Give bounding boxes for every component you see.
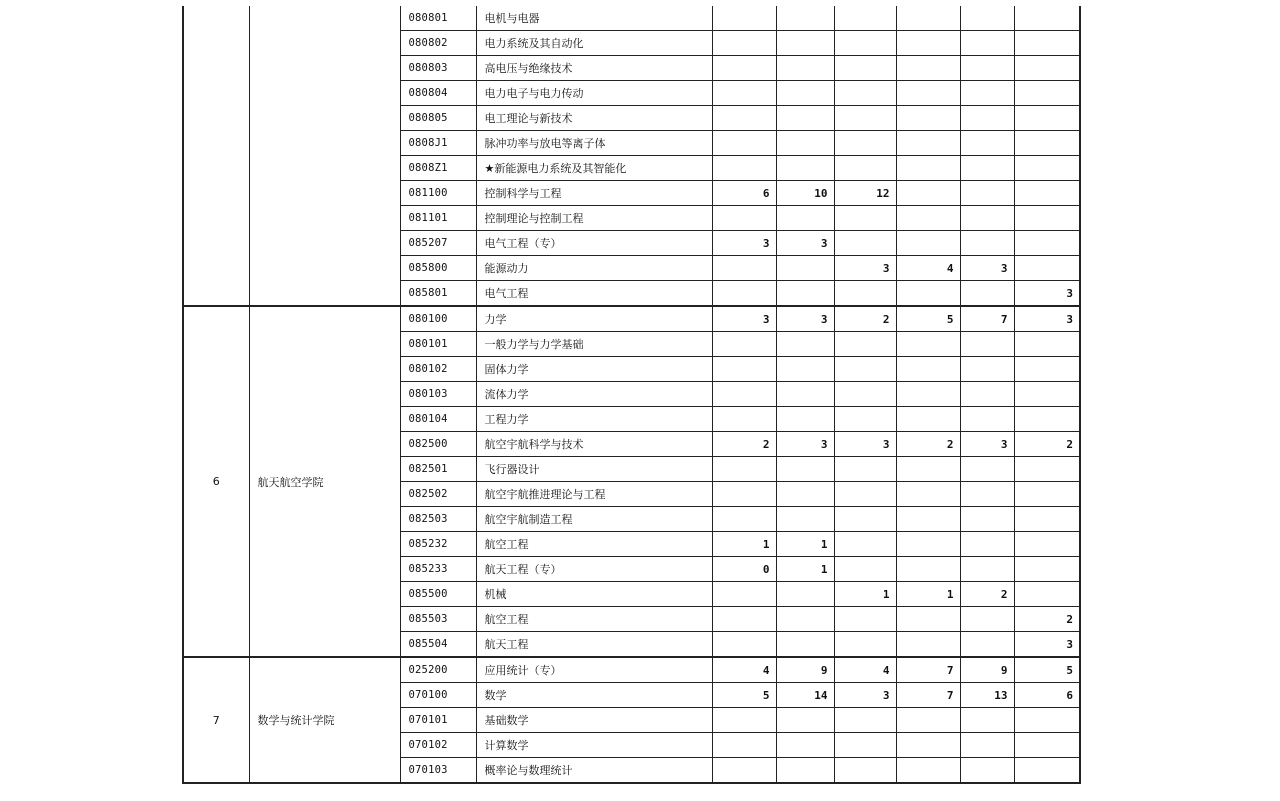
- count-cell-1: 3: [712, 231, 776, 256]
- college-index-cell: [183, 6, 249, 306]
- count-cell-6: 5: [1014, 657, 1080, 683]
- count-cell-4: [896, 632, 960, 658]
- count-cell-6: [1014, 56, 1080, 81]
- enrollment-table: [182, 6, 1081, 784]
- major-name-cell: 航天工程（专）: [476, 557, 712, 582]
- count-cell-4: [896, 156, 960, 181]
- count-cell-3: [834, 6, 896, 31]
- count-cell-1: [712, 482, 776, 507]
- count-cell-4: [896, 106, 960, 131]
- count-cell-3: 3: [834, 683, 896, 708]
- major-code-cell: 070102: [400, 733, 476, 758]
- major-code-cell: 025200: [400, 657, 476, 683]
- count-cell-6: [1014, 6, 1080, 31]
- major-code-cell: 085207: [400, 231, 476, 256]
- count-cell-6: 2: [1014, 607, 1080, 632]
- count-cell-4: [896, 81, 960, 106]
- count-cell-1: [712, 507, 776, 532]
- count-cell-5: [960, 156, 1014, 181]
- major-code-cell: 080104: [400, 407, 476, 432]
- count-cell-5: 7: [960, 306, 1014, 332]
- count-cell-2: [776, 56, 834, 81]
- count-cell-3: [834, 156, 896, 181]
- major-name-cell: 高电压与绝缘技术: [476, 56, 712, 81]
- major-name-cell: 电气工程: [476, 281, 712, 307]
- count-cell-2: [776, 357, 834, 382]
- count-cell-5: 3: [960, 256, 1014, 281]
- count-cell-4: 7: [896, 683, 960, 708]
- major-name-cell: 航空宇航制造工程: [476, 507, 712, 532]
- count-cell-1: [712, 708, 776, 733]
- college-name-cell: 数学与统计学院: [249, 657, 400, 783]
- count-cell-6: [1014, 181, 1080, 206]
- major-name-cell: 航空工程: [476, 532, 712, 557]
- count-cell-2: [776, 632, 834, 658]
- count-cell-1: [712, 281, 776, 307]
- major-code-cell: 080102: [400, 357, 476, 382]
- major-name-cell: 力学: [476, 306, 712, 332]
- count-cell-4: [896, 281, 960, 307]
- count-cell-6: [1014, 156, 1080, 181]
- count-cell-3: [834, 607, 896, 632]
- count-cell-3: [834, 733, 896, 758]
- count-cell-3: [834, 457, 896, 482]
- count-cell-6: [1014, 106, 1080, 131]
- count-cell-2: [776, 708, 834, 733]
- count-cell-5: [960, 81, 1014, 106]
- count-cell-5: [960, 532, 1014, 557]
- count-cell-1: 6: [712, 181, 776, 206]
- major-name-cell: 计算数学: [476, 733, 712, 758]
- major-code-cell: 080802: [400, 31, 476, 56]
- major-code-cell: 085233: [400, 557, 476, 582]
- count-cell-5: 3: [960, 432, 1014, 457]
- count-cell-5: 13: [960, 683, 1014, 708]
- count-cell-5: [960, 6, 1014, 31]
- count-cell-4: [896, 557, 960, 582]
- major-name-cell: 控制理论与控制工程: [476, 206, 712, 231]
- count-cell-6: 2: [1014, 432, 1080, 457]
- count-cell-6: 3: [1014, 632, 1080, 658]
- major-code-cell: 081101: [400, 206, 476, 231]
- count-cell-3: [834, 482, 896, 507]
- major-code-cell: 080801: [400, 6, 476, 31]
- count-cell-6: [1014, 382, 1080, 407]
- major-code-cell: 070101: [400, 708, 476, 733]
- major-code-cell: 085232: [400, 532, 476, 557]
- count-cell-3: 3: [834, 432, 896, 457]
- count-cell-2: 9: [776, 657, 834, 683]
- count-cell-5: [960, 407, 1014, 432]
- count-cell-3: 12: [834, 181, 896, 206]
- count-cell-6: [1014, 206, 1080, 231]
- count-cell-2: [776, 482, 834, 507]
- major-name-cell: 飞行器设计: [476, 457, 712, 482]
- count-cell-4: 5: [896, 306, 960, 332]
- count-cell-2: [776, 206, 834, 231]
- count-cell-2: [776, 582, 834, 607]
- count-cell-1: [712, 407, 776, 432]
- count-cell-3: [834, 382, 896, 407]
- major-name-cell: 航空宇航科学与技术: [476, 432, 712, 457]
- count-cell-4: [896, 131, 960, 156]
- count-cell-3: 1: [834, 582, 896, 607]
- count-cell-6: [1014, 758, 1080, 784]
- major-name-cell: 概率论与数理统计: [476, 758, 712, 784]
- count-cell-6: [1014, 708, 1080, 733]
- count-cell-5: [960, 206, 1014, 231]
- count-cell-5: [960, 231, 1014, 256]
- count-cell-6: 3: [1014, 281, 1080, 307]
- count-cell-6: [1014, 407, 1080, 432]
- count-cell-4: [896, 357, 960, 382]
- count-cell-1: [712, 382, 776, 407]
- count-cell-4: [896, 181, 960, 206]
- table-body: [183, 6, 1080, 783]
- count-cell-3: [834, 708, 896, 733]
- count-cell-6: [1014, 557, 1080, 582]
- count-cell-6: [1014, 332, 1080, 357]
- count-cell-3: [834, 206, 896, 231]
- major-name-cell: 能源动力: [476, 256, 712, 281]
- major-code-cell: 082503: [400, 507, 476, 532]
- count-cell-4: [896, 407, 960, 432]
- count-cell-3: [834, 407, 896, 432]
- count-cell-5: [960, 131, 1014, 156]
- count-cell-4: [896, 457, 960, 482]
- count-cell-5: [960, 332, 1014, 357]
- count-cell-1: [712, 632, 776, 658]
- count-cell-3: [834, 106, 896, 131]
- major-code-cell: 0808J1: [400, 131, 476, 156]
- count-cell-4: [896, 758, 960, 784]
- count-cell-2: 3: [776, 432, 834, 457]
- count-cell-5: [960, 357, 1014, 382]
- count-cell-6: [1014, 231, 1080, 256]
- major-name-cell: 基础数学: [476, 708, 712, 733]
- major-name-cell: ★新能源电力系统及其智能化: [476, 156, 712, 181]
- count-cell-3: 2: [834, 306, 896, 332]
- count-cell-1: 1: [712, 532, 776, 557]
- count-cell-3: 4: [834, 657, 896, 683]
- major-code-cell: 082501: [400, 457, 476, 482]
- major-code-cell: 085801: [400, 281, 476, 307]
- major-name-cell: 航空工程: [476, 607, 712, 632]
- count-cell-4: 4: [896, 256, 960, 281]
- count-cell-2: 1: [776, 557, 834, 582]
- count-cell-6: [1014, 256, 1080, 281]
- count-cell-1: [712, 56, 776, 81]
- count-cell-1: [712, 81, 776, 106]
- count-cell-5: [960, 632, 1014, 658]
- count-cell-2: [776, 407, 834, 432]
- enrollment-table-page: [182, 6, 1079, 784]
- count-cell-5: [960, 382, 1014, 407]
- college-index-cell: 7: [183, 657, 249, 783]
- count-cell-3: [834, 231, 896, 256]
- count-cell-4: [896, 6, 960, 31]
- count-cell-3: [834, 507, 896, 532]
- count-cell-2: 3: [776, 306, 834, 332]
- count-cell-4: [896, 607, 960, 632]
- major-name-cell: 一般力学与力学基础: [476, 332, 712, 357]
- count-cell-2: [776, 758, 834, 784]
- major-name-cell: 流体力学: [476, 382, 712, 407]
- count-cell-4: [896, 31, 960, 56]
- count-cell-4: 7: [896, 657, 960, 683]
- count-cell-3: [834, 557, 896, 582]
- major-code-cell: 080101: [400, 332, 476, 357]
- count-cell-4: [896, 733, 960, 758]
- count-cell-6: [1014, 507, 1080, 532]
- count-cell-1: 2: [712, 432, 776, 457]
- count-cell-5: [960, 557, 1014, 582]
- count-cell-3: 3: [834, 256, 896, 281]
- major-code-cell: 080803: [400, 56, 476, 81]
- count-cell-2: [776, 106, 834, 131]
- count-cell-3: [834, 332, 896, 357]
- count-cell-5: [960, 56, 1014, 81]
- major-name-cell: 电工理论与新技术: [476, 106, 712, 131]
- major-name-cell: 电力电子与电力传动: [476, 81, 712, 106]
- major-code-cell: 082500: [400, 432, 476, 457]
- count-cell-5: [960, 106, 1014, 131]
- count-cell-1: [712, 206, 776, 231]
- count-cell-6: [1014, 582, 1080, 607]
- count-cell-4: [896, 231, 960, 256]
- count-cell-2: [776, 31, 834, 56]
- count-cell-2: 3: [776, 231, 834, 256]
- count-cell-4: [896, 708, 960, 733]
- count-cell-2: 14: [776, 683, 834, 708]
- college-name-cell: [249, 6, 400, 306]
- count-cell-2: [776, 281, 834, 307]
- major-code-cell: 070103: [400, 758, 476, 784]
- major-code-cell: 082502: [400, 482, 476, 507]
- count-cell-2: [776, 332, 834, 357]
- count-cell-4: [896, 507, 960, 532]
- count-cell-3: [834, 532, 896, 557]
- count-cell-4: [896, 482, 960, 507]
- count-cell-6: [1014, 532, 1080, 557]
- count-cell-5: [960, 281, 1014, 307]
- major-name-cell: 应用统计（专）: [476, 657, 712, 683]
- count-cell-1: [712, 31, 776, 56]
- major-name-cell: 工程力学: [476, 407, 712, 432]
- count-cell-2: [776, 457, 834, 482]
- count-cell-4: [896, 382, 960, 407]
- count-cell-2: [776, 256, 834, 281]
- count-cell-6: 6: [1014, 683, 1080, 708]
- count-cell-1: [712, 357, 776, 382]
- count-cell-6: [1014, 81, 1080, 106]
- count-cell-3: [834, 758, 896, 784]
- count-cell-1: 4: [712, 657, 776, 683]
- count-cell-2: [776, 607, 834, 632]
- major-name-cell: 脉冲功率与放电等离子体: [476, 131, 712, 156]
- count-cell-2: 1: [776, 532, 834, 557]
- count-cell-5: [960, 457, 1014, 482]
- major-code-cell: 080804: [400, 81, 476, 106]
- count-cell-4: [896, 206, 960, 231]
- count-cell-6: 3: [1014, 306, 1080, 332]
- count-cell-2: [776, 81, 834, 106]
- count-cell-4: 2: [896, 432, 960, 457]
- major-code-cell: 0808Z1: [400, 156, 476, 181]
- college-name-cell: 航天航空学院: [249, 306, 400, 657]
- count-cell-5: [960, 507, 1014, 532]
- count-cell-5: [960, 708, 1014, 733]
- count-cell-3: [834, 131, 896, 156]
- table-row: [183, 657, 1080, 683]
- major-name-cell: 控制科学与工程: [476, 181, 712, 206]
- count-cell-1: [712, 733, 776, 758]
- count-cell-1: 0: [712, 557, 776, 582]
- table-row: [183, 6, 1080, 31]
- count-cell-5: [960, 758, 1014, 784]
- count-cell-6: [1014, 31, 1080, 56]
- count-cell-4: [896, 56, 960, 81]
- count-cell-1: [712, 607, 776, 632]
- table-row: [183, 306, 1080, 332]
- count-cell-3: [834, 31, 896, 56]
- count-cell-2: [776, 131, 834, 156]
- major-name-cell: 电气工程（专）: [476, 231, 712, 256]
- count-cell-2: [776, 507, 834, 532]
- major-name-cell: 电力系统及其自动化: [476, 31, 712, 56]
- count-cell-1: [712, 582, 776, 607]
- count-cell-1: 5: [712, 683, 776, 708]
- count-cell-6: [1014, 482, 1080, 507]
- count-cell-5: [960, 733, 1014, 758]
- count-cell-5: [960, 482, 1014, 507]
- major-name-cell: 数学: [476, 683, 712, 708]
- count-cell-1: [712, 758, 776, 784]
- count-cell-4: [896, 532, 960, 557]
- major-code-cell: 085800: [400, 256, 476, 281]
- major-code-cell: 080100: [400, 306, 476, 332]
- count-cell-2: [776, 6, 834, 31]
- major-code-cell: 085500: [400, 582, 476, 607]
- count-cell-1: 3: [712, 306, 776, 332]
- major-name-cell: 航天工程: [476, 632, 712, 658]
- count-cell-1: [712, 106, 776, 131]
- count-cell-1: [712, 457, 776, 482]
- count-cell-1: [712, 131, 776, 156]
- count-cell-3: [834, 357, 896, 382]
- major-name-cell: 机械: [476, 582, 712, 607]
- count-cell-3: [834, 632, 896, 658]
- major-code-cell: 085504: [400, 632, 476, 658]
- count-cell-6: [1014, 457, 1080, 482]
- count-cell-5: [960, 31, 1014, 56]
- count-cell-6: [1014, 357, 1080, 382]
- count-cell-6: [1014, 131, 1080, 156]
- count-cell-3: [834, 56, 896, 81]
- count-cell-2: 10: [776, 181, 834, 206]
- major-code-cell: 070100: [400, 683, 476, 708]
- major-code-cell: 080103: [400, 382, 476, 407]
- count-cell-5: 2: [960, 582, 1014, 607]
- count-cell-6: [1014, 733, 1080, 758]
- college-index-cell: 6: [183, 306, 249, 657]
- count-cell-5: [960, 607, 1014, 632]
- count-cell-2: [776, 156, 834, 181]
- major-name-cell: 航空宇航推进理论与工程: [476, 482, 712, 507]
- count-cell-3: [834, 281, 896, 307]
- count-cell-1: [712, 332, 776, 357]
- major-code-cell: 081100: [400, 181, 476, 206]
- count-cell-5: [960, 181, 1014, 206]
- count-cell-2: [776, 733, 834, 758]
- count-cell-1: [712, 6, 776, 31]
- major-name-cell: 固体力学: [476, 357, 712, 382]
- count-cell-1: [712, 256, 776, 281]
- major-code-cell: 080805: [400, 106, 476, 131]
- major-code-cell: 085503: [400, 607, 476, 632]
- count-cell-2: [776, 382, 834, 407]
- count-cell-5: 9: [960, 657, 1014, 683]
- count-cell-1: [712, 156, 776, 181]
- count-cell-4: [896, 332, 960, 357]
- count-cell-3: [834, 81, 896, 106]
- count-cell-4: 1: [896, 582, 960, 607]
- major-name-cell: 电机与电器: [476, 6, 712, 31]
